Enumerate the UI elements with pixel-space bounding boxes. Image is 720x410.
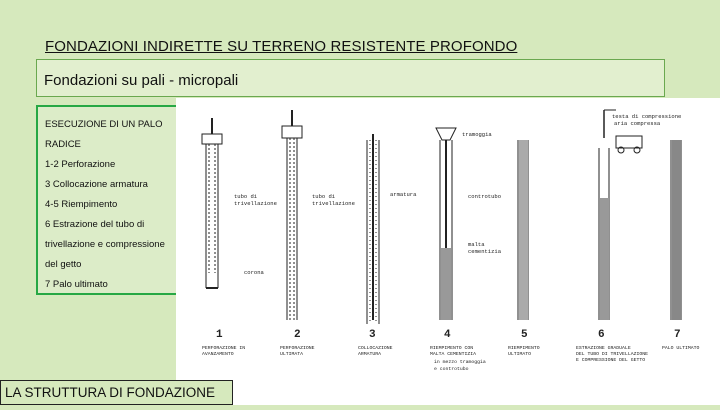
step-line: trivellazione e compressione <box>45 239 165 250</box>
step-number-1: 1 <box>216 329 223 341</box>
diagram-labels <box>234 113 681 276</box>
step-caption: PERFORAZIONE IN <box>202 346 246 351</box>
step-line: 1-2 Perforazione <box>45 159 116 170</box>
pile-5 <box>518 140 528 320</box>
step-number-7: 7 <box>674 329 681 341</box>
step-caption: in mezzo tramoggia <box>434 360 486 365</box>
step-caption: PALO ULTIMATO <box>662 346 700 351</box>
step-caption: ARMATURA <box>358 352 382 357</box>
label-corona: corona <box>244 269 264 276</box>
label-tubo-1: tubo di <box>234 193 258 200</box>
pile-diagram-svg <box>176 98 720 405</box>
pile-4 <box>436 128 456 320</box>
step-line: 6 Estrazione del tubo di <box>45 219 145 230</box>
label-armatura: armatura <box>390 191 417 198</box>
footer-box <box>0 380 233 405</box>
step-caption: ESTRAZIONE GRADUALE <box>576 346 631 351</box>
step-line: 3 Collocazione armatura <box>45 179 148 190</box>
step-caption: PERFORAZIONE <box>280 346 315 351</box>
step-line: 7 Palo ultimato <box>45 279 108 290</box>
label-aria: aria compressa <box>614 120 661 127</box>
step-number-4: 4 <box>444 329 451 341</box>
step-line: RADICE <box>45 139 81 150</box>
pile-1 <box>202 118 222 288</box>
subtitle-text: Fondazioni su pali - micropali <box>44 72 239 89</box>
compressor <box>616 136 642 148</box>
step-line: del getto <box>45 259 82 270</box>
drill-head <box>202 134 222 144</box>
footer-text: LA STRUTTURA DI FONDAZIONE <box>5 385 216 400</box>
pile-2 <box>282 110 302 320</box>
label-controtubo: controtubo <box>468 193 502 200</box>
label-testa: testa di compressione <box>612 113 682 120</box>
step-caption: AVANZAMENTO <box>202 352 234 357</box>
label-malta: malta <box>468 241 485 248</box>
step-caption: COLLOCAZIONE <box>358 346 393 351</box>
step-caption: ULTIMATA <box>280 352 304 357</box>
step-caption: DEL TUBO DI TRIVELLAZIONE <box>576 352 648 357</box>
pile-7 <box>671 140 681 320</box>
step-number-2: 2 <box>294 329 301 341</box>
step-caption: e controtubo <box>434 367 469 372</box>
label-tubo-2: tubo di <box>312 193 336 200</box>
label-cementizia: cementizia <box>468 248 502 255</box>
step-captions <box>202 345 700 372</box>
step-caption: RIEMPIMENTO <box>508 346 540 351</box>
subtitle-box <box>36 59 665 97</box>
label-tramoggia: tramoggia <box>462 131 492 138</box>
step-caption: ULTIMATO <box>508 352 532 357</box>
step-number-3: 3 <box>369 329 376 341</box>
step-number-5: 5 <box>521 329 528 341</box>
pile-3 <box>367 134 379 324</box>
step-number-6: 6 <box>598 329 605 341</box>
step-line: 4-5 Riempimento <box>45 199 118 210</box>
step-numbers <box>216 329 681 341</box>
step-caption: RIEMPIMENTO CON <box>430 346 474 351</box>
pile-6 <box>599 110 642 320</box>
steps-text-box <box>36 105 180 295</box>
label-tubo-2b: trivellazione <box>312 200 355 207</box>
slide-title: FONDAZIONI INDIRETTE SU TERRENO RESISTENTE PROFONDO <box>45 38 518 55</box>
pile-execution-diagram <box>176 98 720 405</box>
step-line: ESECUZIONE DI UN PALO <box>45 119 163 130</box>
label-tubo-1b: trivellazione <box>234 200 277 207</box>
step-caption: MALTA CEMENTIZIA <box>430 352 477 357</box>
step-caption: E COMPRESSIONE DEL GETTO <box>576 358 646 363</box>
